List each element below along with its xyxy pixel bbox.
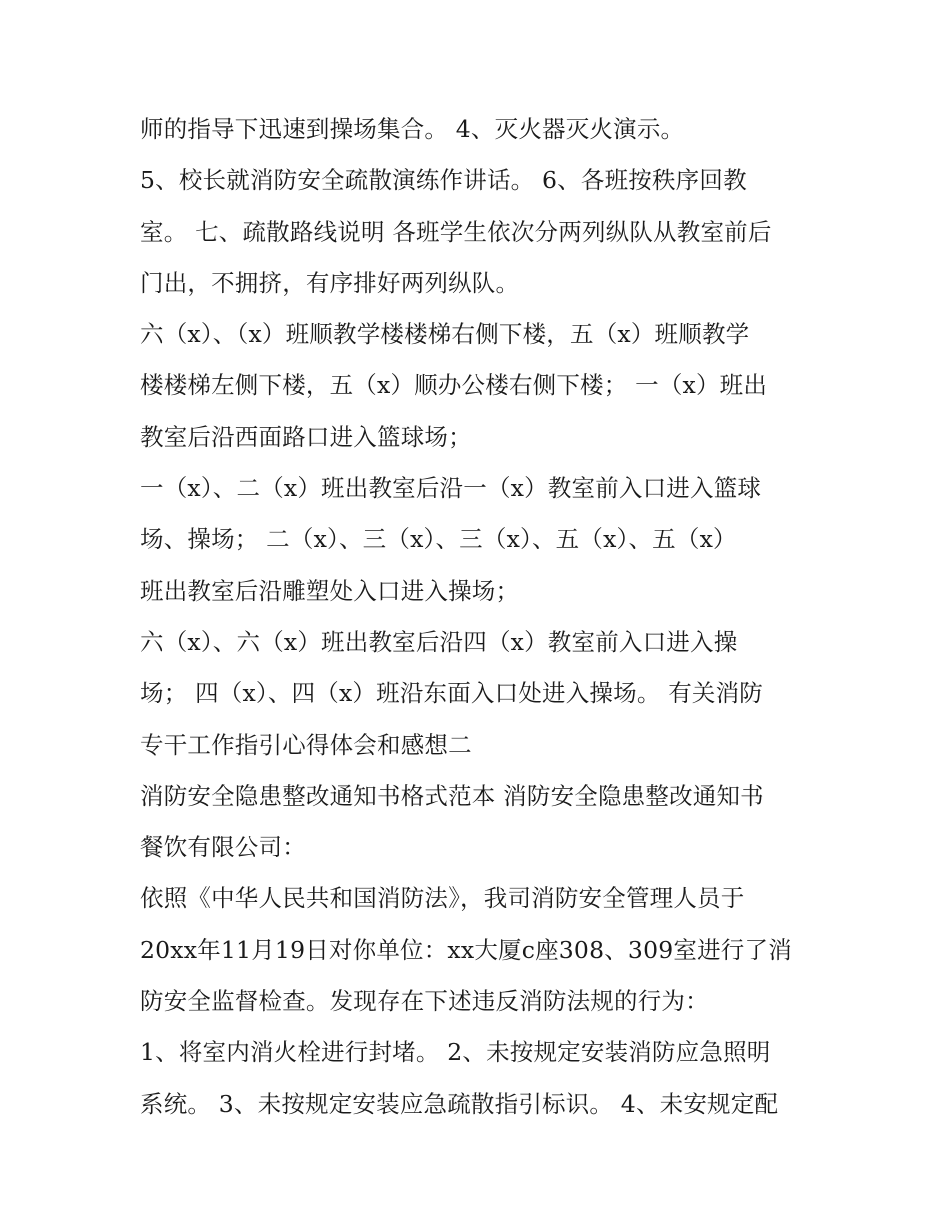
text-line: 门出，不拥挤，有序排好两列纵队。	[140, 268, 520, 297]
text-line: 楼楼梯左侧下楼，五（x）顺办公楼右侧下楼； 一（x）班出	[140, 371, 768, 400]
text-line: 师的指导下迅速到操场集合。 4、灭火器灭火演示。	[140, 115, 685, 143]
text-line: 场、操场； 二（x）、三（x）、三（x）、五（x）、五（x）	[140, 525, 737, 554]
text-line: 班出教室后沿雕塑处入口进入操场；	[140, 576, 520, 605]
text-line: 场； 四（x）、四（x）班沿东面入口处进入操场。 有关消防	[140, 679, 763, 708]
text-line: 系统。 3、未按规定安装应急疏散指引标识。 4、未安规定配	[140, 1089, 779, 1118]
text-line: 教室后沿西面路口进入篮球场；	[140, 422, 472, 451]
text-line: 1、将室内消火栓进行封堵。 2、未按规定安装消防应急照明	[140, 1038, 771, 1067]
text-line: 室。 七、疏散路线说明 各班学生依次分两列纵队从教室前后	[140, 217, 772, 246]
text-line: 消防安全隐患整改通知书格式范本 消防安全隐患整改通知书	[140, 781, 764, 810]
text-line: 一（x）、二（x）班出教室后沿一（x）教室前入口进入篮球	[140, 474, 762, 503]
document-body	[140, 104, 830, 1130]
text-line: 餐饮有限公司：	[140, 833, 306, 862]
text-line: 防安全监督检查。发现存在下述违反消防法规的行为：	[140, 987, 709, 1016]
text-line: 5、校长就消防安全疏散演练作讲话。 6、各班按秩序回教	[140, 166, 747, 195]
text-line: 专干工作指引心得体会和感想二	[140, 730, 472, 759]
text-line: 依照《中华人民共和国消防法》，我司消防安全管理人员于	[140, 884, 745, 913]
text-line: 六（x）、（x）班顺教学楼楼梯右侧下楼，五（x）班顺教学	[140, 320, 750, 349]
text-line: 六（x）、六（x）班出教室后沿四（x）教室前入口进入操	[140, 627, 738, 656]
text-line: 20xx年11月19日对你单位：xx大厦c座308、309室进行了消	[140, 935, 792, 964]
